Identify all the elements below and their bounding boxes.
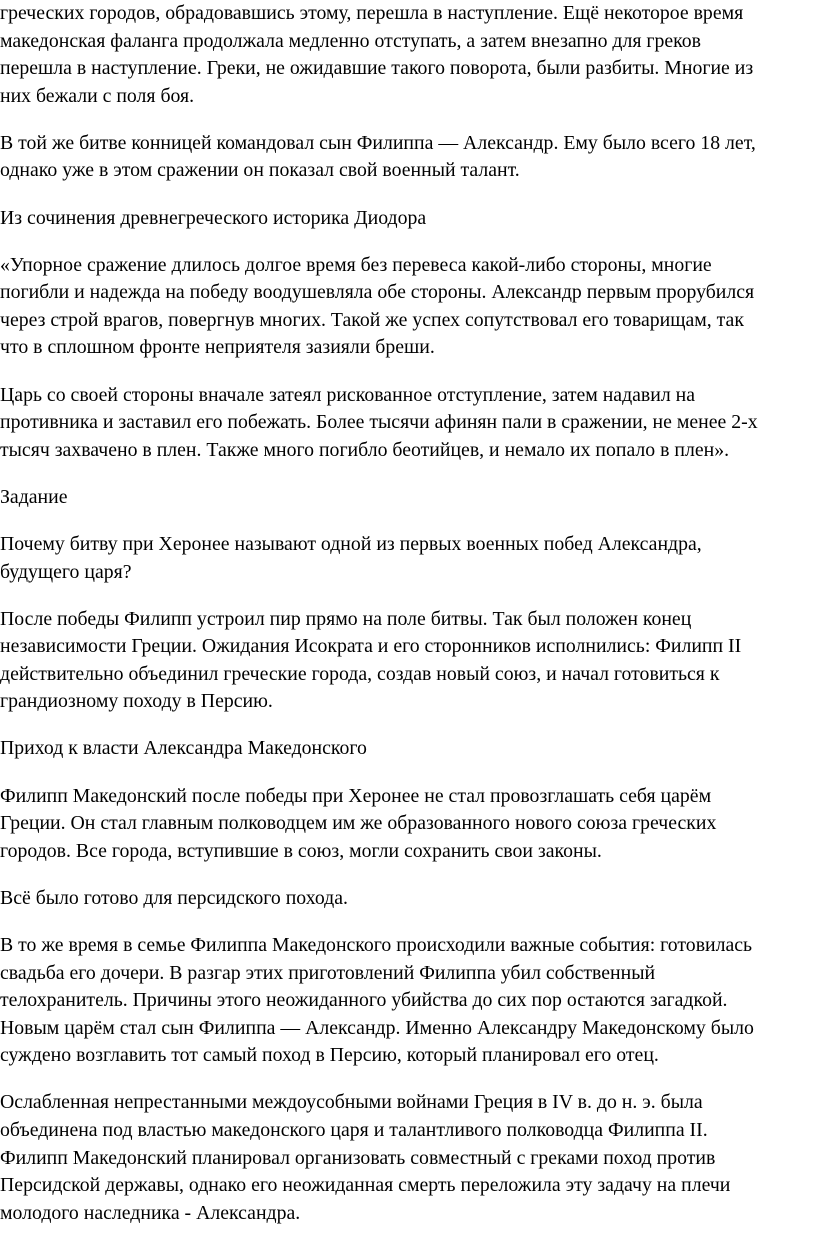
text-line: противника и заставил его побежать. Более тысячи афинян пали в сражении, не менее 2-х <box>0 411 758 434</box>
paragraph-philip-death <box>0 932 814 1070</box>
text-line: Новым царём стал сын Филиппа — Александр. Именно Александру Македонскому было <box>0 1016 754 1039</box>
text-line: Ослабленная непрестанными междоусобными войнами Греция в IV в. до н. э. была <box>0 1091 703 1114</box>
text-line: Из сочинения древнегреческого историка Диодора <box>0 206 427 229</box>
paragraph-summary <box>0 1089 814 1227</box>
text-line: «Упорное сражение длилось долгое время без перевеса какой-либо стороны, многие <box>0 253 712 276</box>
paragraph-battle-continuation <box>0 0 814 110</box>
text-line: В то же время в семье Филиппа Македонского происходили важные события: готовилась <box>0 933 753 956</box>
paragraph-section-heading <box>0 735 814 763</box>
text-line: погибли и надежда на победу воодушевляла обе стороны. Александр первым прорубился <box>0 281 755 304</box>
text-line: После победы Филипп устроил пир прямо на поле битвы. Так был положен конец <box>0 607 692 630</box>
text-line: телохранитель. Причины этого неожиданного убийства до сих пор остаются загадкой. <box>0 989 728 1012</box>
paragraph-task-heading <box>0 484 814 512</box>
text-line: суждено возглавить тот самый поход в Персию, который планировал его отец. <box>0 1044 659 1067</box>
text-line: объединена под властью македонского царя и талантливого полководца Филиппа II. <box>0 1119 708 1141</box>
paragraph-ready <box>0 885 814 913</box>
text-line: В той же битве конницей командовал сын Филиппа — Александр. Ему было всего 18 лет, <box>0 131 756 154</box>
text-line: македонская фаланга продолжала медленно отступать, а затем внезапно для греков <box>0 29 702 52</box>
text-line: Греции. Он стал главным полководцем им же образованного нового союза греческих <box>0 812 717 835</box>
paragraph-philip-union <box>0 783 814 866</box>
text-line: Филипп Македонский планировал организовать совместный с греками поход против <box>0 1146 716 1169</box>
text-line: Филипп Македонский после победы при Херонее не стал провозглашать себя царём <box>0 784 712 807</box>
text-line: городов. Все города, вступившие в союз, могли сохранить свои законы. <box>0 839 602 862</box>
paragraph-quote-part-2 <box>0 382 814 465</box>
text-line: Персидской державы, однако его неожиданная смерть переложила эту задачу на плечи <box>0 1174 731 1197</box>
text-line: через строй врагов, повергнув многих. Такой же успех сопутствовал его товарищам, так <box>0 308 744 331</box>
paragraph-alexander-cavalry <box>0 130 814 185</box>
text-line: свадьба его дочери. В разгар этих приготовлений Филиппа убил собственный <box>0 961 656 984</box>
text-line: Царь со своей стороны вначале затеял рискованное отступление, затем надавил на <box>0 383 696 406</box>
paragraph-task-question <box>0 531 814 586</box>
text-line: действительно объединил греческие города, создав новый союз, и начал готовиться к <box>0 662 720 685</box>
text-line: независимости Греции. Ожидания Исократа и его сторонников исполнились: Филипп II <box>0 635 742 658</box>
text-line: Приход к власти Александра Македонского <box>0 737 367 760</box>
text-line: тысяч захвачено в плен. Также много погибло беотийцев, и немало их попало в плен». <box>0 438 730 461</box>
paragraph-diodorus-heading <box>0 205 814 233</box>
text-line: греческих городов, обрадовавшись этому, перешла в наступление. Ещё некоторое время <box>0 2 744 24</box>
text-line: грандиозному походу в Персию. <box>0 690 273 713</box>
text-line: Всё было готово для персидского похода. <box>0 886 348 909</box>
paragraph-after-victory <box>0 606 814 716</box>
text-line: Задание <box>0 485 68 508</box>
text-line: молодого наследника - Александра. <box>0 1201 301 1224</box>
text-line: перешла в наступление. Греки, не ожидавшие такого поворота, были разбиты. Многие из <box>0 57 754 80</box>
text-line: них бежали с поля боя. <box>0 84 195 107</box>
paragraph-quote-part-1 <box>0 252 814 362</box>
text-line: Почему битву при Херонее называют одной из первых военных побед Александра, <box>0 532 702 555</box>
text-line: однако уже в этом сражении он показал свой военный талант. <box>0 159 520 182</box>
text-line: будущего царя? <box>0 560 132 583</box>
text-line: что в сплошном фронте неприятеля зазияли бреши. <box>0 336 435 359</box>
